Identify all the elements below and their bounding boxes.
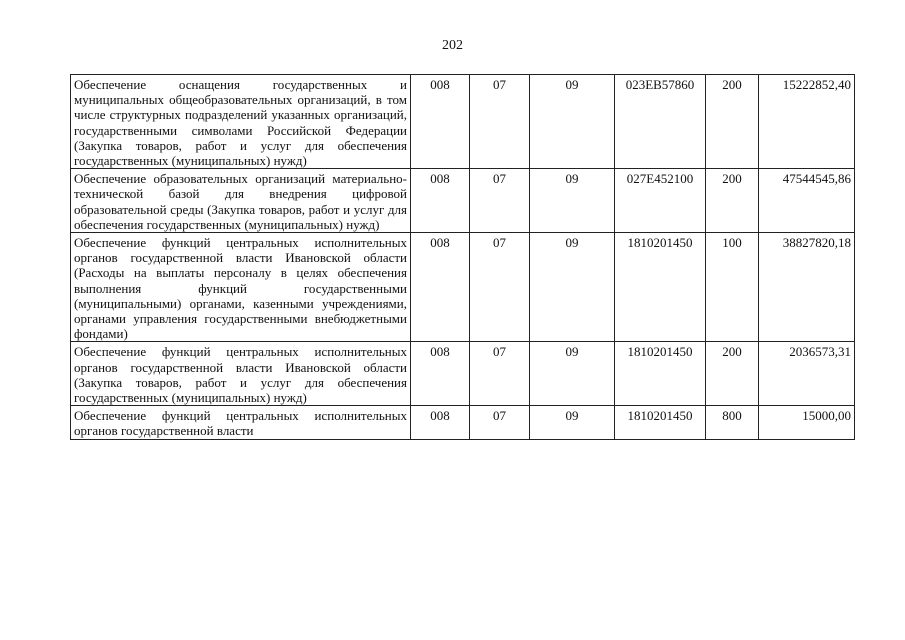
target-article-code: 023ЕВ57860 [615, 75, 706, 169]
row-description: Обеспечение функций центральных исполнительных органов государственной власти [71, 406, 411, 439]
subsection-code: 09 [530, 342, 615, 406]
subsection-code: 09 [530, 169, 615, 233]
subsection-code: 09 [530, 75, 615, 169]
table-row [71, 233, 855, 342]
section-code: 07 [470, 342, 530, 406]
section-code: 07 [470, 75, 530, 169]
ministry-code: 008 [411, 169, 470, 233]
section-code: 07 [470, 169, 530, 233]
expense-type-code: 200 [706, 75, 759, 169]
ministry-code: 008 [411, 75, 470, 169]
amount: 2036573,31 [759, 342, 855, 406]
amount: 47544545,86 [759, 169, 855, 233]
ministry-code: 008 [411, 233, 470, 342]
table-row [71, 75, 855, 169]
target-article-code: 1810201450 [615, 342, 706, 406]
subsection-code: 09 [530, 406, 615, 439]
table-row [71, 406, 855, 439]
target-article-code: 1810201450 [615, 233, 706, 342]
expense-type-code: 100 [706, 233, 759, 342]
target-article-code: 1810201450 [615, 406, 706, 439]
target-article-code: 027Е452100 [615, 169, 706, 233]
row-description: Обеспечение оснащения государственных и муниципальных общеобразовательных организаций, в том числе структурных подразделений указанных организаций, государственными символами Российской Федерации (Закупка товаров, работ и услуг для обеспечения государственных (муниципальных) нужд) [71, 75, 411, 169]
page-number: 202 [442, 38, 463, 53]
amount: 15222852,40 [759, 75, 855, 169]
section-code: 07 [470, 406, 530, 439]
ministry-code: 008 [411, 406, 470, 439]
expense-type-code: 200 [706, 342, 759, 406]
table-row [71, 342, 855, 406]
budget-table [70, 74, 855, 440]
expense-type-code: 800 [706, 406, 759, 439]
section-code: 07 [470, 233, 530, 342]
row-description: Обеспечение функций центральных исполнительных органов государственной власти Ивановской области (Расходы на выплаты персоналу в целях обеспечения выполнения функций государственными (муниципальными) органами, казенными учреждениями, органами управления государственными внебюджетными фондами) [71, 233, 411, 342]
table-row [71, 169, 855, 233]
row-description: Обеспечение функций центральных исполнительных органов государственной власти Ивановской области (Закупка товаров, работ и услуг для обеспечения государственных (муниципальных) нужд) [71, 342, 411, 406]
amount: 15000,00 [759, 406, 855, 439]
amount: 38827820,18 [759, 233, 855, 342]
row-description: Обеспечение образовательных организаций материально-технической базой для внедрения цифровой образовательной среды (Закупка товаров, работ и услуг для обеспечения государственных (муниципальных) нужд) [71, 169, 411, 233]
ministry-code: 008 [411, 342, 470, 406]
expense-type-code: 200 [706, 169, 759, 233]
subsection-code: 09 [530, 233, 615, 342]
